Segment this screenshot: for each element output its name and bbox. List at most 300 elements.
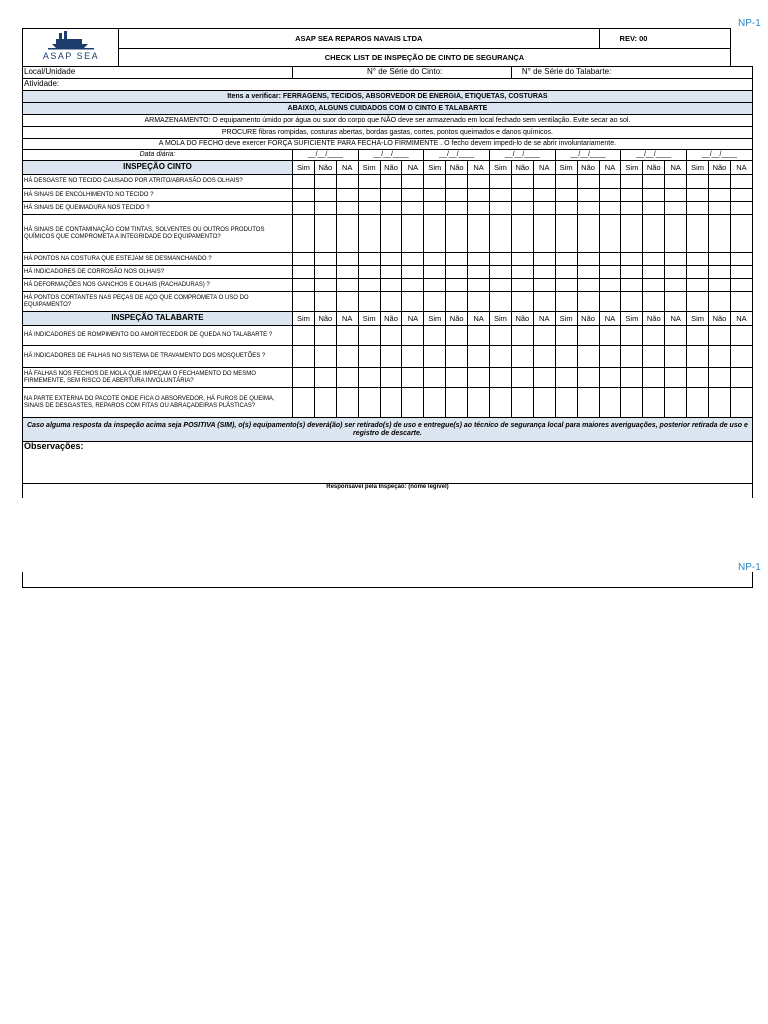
answer-checkbox[interactable] [446,202,468,215]
answer-checkbox[interactable] [336,368,358,388]
answer-checkbox[interactable] [336,189,358,202]
answer-checkbox[interactable] [336,266,358,279]
answer-checkbox[interactable] [599,175,621,189]
answer-checkbox[interactable] [446,279,468,292]
answer-checkbox[interactable] [599,253,621,266]
answer-checkbox[interactable] [665,266,687,279]
answer-checkbox[interactable] [665,326,687,346]
answer-checkbox[interactable] [533,346,555,368]
answer-checkbox[interactable] [336,292,358,312]
answer-checkbox[interactable] [358,266,380,279]
answer-checkbox[interactable] [293,346,315,368]
answer-checkbox[interactable] [424,202,446,215]
answer-checkbox[interactable] [599,388,621,418]
answer-checkbox[interactable] [380,189,402,202]
answer-checkbox[interactable] [555,326,577,346]
answer-checkbox[interactable] [533,266,555,279]
answer-checkbox[interactable] [577,266,599,279]
answer-header-sim: Sim [424,312,446,326]
answer-header-na: NA [599,161,621,175]
answer-checkbox[interactable] [380,388,402,418]
answer-checkbox[interactable] [446,266,468,279]
answer-checkbox[interactable] [511,175,533,189]
answer-checkbox[interactable] [468,253,490,266]
answer-checkbox[interactable] [577,253,599,266]
answer-checkbox[interactable] [380,279,402,292]
answer-checkbox[interactable] [314,189,336,202]
answer-checkbox[interactable] [293,388,315,418]
answer-checkbox[interactable] [314,346,336,368]
question-talabarte-3: HÁ FALHAS NOS FECHOS DE MOLA QUE IMPEÇAM O FECHAMENTO DO MESMO FIRMEMENTE, SEM RISCO DE ABERTURA INVOLUNTÁRIA? [23,368,293,388]
answer-header-na: NA [665,312,687,326]
answer-checkbox[interactable] [446,175,468,189]
answer-checkbox[interactable] [577,292,599,312]
answer-checkbox[interactable] [490,326,512,346]
answer-checkbox[interactable] [621,388,643,418]
answer-checkbox[interactable] [293,175,315,189]
answer-checkbox[interactable] [709,175,731,189]
answer-checkbox[interactable] [490,292,512,312]
answer-header-sim: Sim [687,312,709,326]
answer-checkbox[interactable] [577,388,599,418]
answer-checkbox[interactable] [643,368,665,388]
answer-checkbox[interactable] [599,189,621,202]
answer-checkbox[interactable] [511,326,533,346]
answer-checkbox[interactable] [687,175,709,189]
answer-checkbox[interactable] [709,266,731,279]
section-talabarte-title: INSPEÇÃO TALABARTE [23,312,293,326]
date-slot[interactable]: __/__/____ [293,150,359,161]
answer-checkbox[interactable] [665,346,687,368]
answer-checkbox[interactable] [730,368,752,388]
answer-checkbox[interactable] [446,189,468,202]
answer-checkbox[interactable] [293,189,315,202]
answer-checkbox[interactable] [643,202,665,215]
answer-checkbox[interactable] [511,346,533,368]
answer-checkbox[interactable] [599,279,621,292]
answer-checkbox[interactable] [293,368,315,388]
answer-header-nao: Não [709,312,731,326]
answer-checkbox[interactable] [643,292,665,312]
answer-checkbox[interactable] [468,326,490,346]
answer-checkbox[interactable] [511,189,533,202]
answer-checkbox[interactable] [314,202,336,215]
answer-checkbox[interactable] [665,253,687,266]
answer-checkbox[interactable] [402,292,424,312]
answer-checkbox[interactable] [490,368,512,388]
answer-checkbox[interactable] [314,253,336,266]
answer-checkbox[interactable] [511,279,533,292]
answer-checkbox[interactable] [730,266,752,279]
answer-header-nao: Não [643,312,665,326]
answer-checkbox[interactable] [643,175,665,189]
answer-checkbox[interactable] [643,189,665,202]
answer-checkbox[interactable] [599,266,621,279]
answer-checkbox[interactable] [380,215,402,253]
answer-checkbox[interactable] [665,202,687,215]
answer-checkbox[interactable] [358,175,380,189]
answer-header-na: NA [468,312,490,326]
answer-checkbox[interactable] [468,189,490,202]
answer-checkbox[interactable] [358,368,380,388]
question-talabarte-2: HÁ INDICADORES DE FALHAS NO SISTEMA DE TRAVAMENTO DOS MOSQUETÕES ? [23,346,293,368]
answer-checkbox[interactable] [687,266,709,279]
answer-checkbox[interactable] [293,326,315,346]
answer-checkbox[interactable] [687,368,709,388]
answer-checkbox[interactable] [643,388,665,418]
answer-checkbox[interactable] [314,266,336,279]
answer-checkbox[interactable] [730,388,752,418]
answer-checkbox[interactable] [490,202,512,215]
answer-checkbox[interactable] [643,253,665,266]
answer-checkbox[interactable] [599,292,621,312]
answer-checkbox[interactable] [468,175,490,189]
answer-checkbox[interactable] [621,202,643,215]
answer-checkbox[interactable] [358,253,380,266]
answer-checkbox[interactable] [468,215,490,253]
answer-checkbox[interactable] [730,253,752,266]
date-slot[interactable]: __/__/____ [424,150,490,161]
answer-checkbox[interactable] [490,388,512,418]
answer-checkbox[interactable] [709,202,731,215]
answer-checkbox[interactable] [314,279,336,292]
answer-checkbox[interactable] [709,388,731,418]
answer-checkbox[interactable] [533,292,555,312]
answer-header-na: NA [402,161,424,175]
answer-checkbox[interactable] [402,175,424,189]
answer-checkbox[interactable] [490,346,512,368]
answer-checkbox[interactable] [730,292,752,312]
answer-checkbox[interactable] [358,326,380,346]
answer-checkbox[interactable] [380,202,402,215]
answer-header-sim: Sim [621,312,643,326]
answer-checkbox[interactable] [555,292,577,312]
answer-checkbox[interactable] [402,189,424,202]
answer-checkbox[interactable] [424,388,446,418]
answer-checkbox[interactable] [293,202,315,215]
answer-checkbox[interactable] [358,215,380,253]
answer-checkbox[interactable] [533,368,555,388]
answer-checkbox[interactable] [468,279,490,292]
answer-checkbox[interactable] [424,253,446,266]
answer-checkbox[interactable] [555,346,577,368]
answer-checkbox[interactable] [709,346,731,368]
answer-checkbox[interactable] [511,202,533,215]
answer-checkbox[interactable] [358,346,380,368]
answer-checkbox[interactable] [709,326,731,346]
answer-checkbox[interactable] [358,388,380,418]
answer-checkbox[interactable] [446,346,468,368]
answer-checkbox[interactable] [446,215,468,253]
answer-checkbox[interactable] [293,253,315,266]
answer-checkbox[interactable] [555,266,577,279]
answer-checkbox[interactable] [665,175,687,189]
answer-checkbox[interactable] [468,292,490,312]
answer-checkbox[interactable] [730,202,752,215]
answer-checkbox[interactable] [687,279,709,292]
answer-checkbox[interactable] [380,253,402,266]
answer-checkbox[interactable] [621,346,643,368]
answer-checkbox[interactable] [687,346,709,368]
date-slot[interactable]: __/__/____ [555,150,621,161]
logo-text: ASAP SEA [42,51,99,62]
observacoes-field[interactable] [23,442,753,484]
checklist-form [22,28,753,498]
answer-checkbox[interactable] [293,279,315,292]
answer-checkbox[interactable] [402,215,424,253]
section-cinto-title: INSPEÇÃO CINTO [23,161,293,175]
answer-checkbox[interactable] [511,215,533,253]
question-cinto-8: HÁ PONTOS CORTANTES NAS PEÇAS DE AÇO QUE COMPROMETA O USO DO EQUIPAMENTO? [23,292,293,312]
answer-checkbox[interactable] [380,368,402,388]
answer-checkbox[interactable] [424,292,446,312]
answer-checkbox[interactable] [730,215,752,253]
answer-header-na: NA [730,312,752,326]
answer-checkbox[interactable] [424,175,446,189]
answer-checkbox[interactable] [336,215,358,253]
answer-checkbox[interactable] [490,266,512,279]
answer-header-sim: Sim [490,161,512,175]
answer-checkbox[interactable] [621,292,643,312]
answer-header-nao: Não [314,161,336,175]
answer-checkbox[interactable] [533,388,555,418]
answer-checkbox[interactable] [336,175,358,189]
answer-checkbox[interactable] [555,279,577,292]
answer-checkbox[interactable] [424,189,446,202]
answer-checkbox[interactable] [490,189,512,202]
answer-checkbox[interactable] [314,326,336,346]
answer-checkbox[interactable] [490,253,512,266]
answer-checkbox[interactable] [555,215,577,253]
answer-checkbox[interactable] [402,346,424,368]
answer-checkbox[interactable] [621,215,643,253]
answer-checkbox[interactable] [336,346,358,368]
answer-checkbox[interactable] [621,253,643,266]
answer-checkbox[interactable] [730,326,752,346]
answer-checkbox[interactable] [402,279,424,292]
answer-checkbox[interactable] [709,215,731,253]
answer-checkbox[interactable] [380,175,402,189]
answer-checkbox[interactable] [490,215,512,253]
answer-checkbox[interactable] [424,368,446,388]
observacoes-label: Observações: [24,441,84,451]
answer-checkbox[interactable] [577,202,599,215]
answer-checkbox[interactable] [599,215,621,253]
answer-checkbox[interactable] [446,326,468,346]
answer-checkbox[interactable] [643,215,665,253]
answer-header-nao: Não [380,161,402,175]
answer-checkbox[interactable] [599,326,621,346]
answer-checkbox[interactable] [314,292,336,312]
answer-checkbox[interactable] [380,266,402,279]
answer-checkbox[interactable] [468,202,490,215]
serie-cinto-field[interactable]: N° de Série do Cinto: [293,67,512,79]
answer-checkbox[interactable] [511,253,533,266]
answer-checkbox[interactable] [511,368,533,388]
answer-checkbox[interactable] [490,175,512,189]
answer-checkbox[interactable] [555,253,577,266]
serie-talabarte-field[interactable]: N° de Série do Talabarte: [511,67,752,79]
answer-checkbox[interactable] [577,368,599,388]
answer-checkbox[interactable] [621,175,643,189]
answer-checkbox[interactable] [643,266,665,279]
answer-checkbox[interactable] [621,279,643,292]
answer-checkbox[interactable] [643,346,665,368]
answer-checkbox[interactable] [555,189,577,202]
answer-checkbox[interactable] [446,388,468,418]
answer-checkbox[interactable] [380,346,402,368]
answer-checkbox[interactable] [358,292,380,312]
answer-checkbox[interactable] [687,253,709,266]
answer-checkbox[interactable] [336,202,358,215]
answer-checkbox[interactable] [621,189,643,202]
answer-checkbox[interactable] [533,175,555,189]
answer-checkbox[interactable] [446,253,468,266]
local-unidade-field[interactable]: Local/Unidade [23,67,293,79]
answer-checkbox[interactable] [577,346,599,368]
answer-checkbox[interactable] [511,266,533,279]
answer-checkbox[interactable] [358,189,380,202]
answer-checkbox[interactable] [709,253,731,266]
answer-checkbox[interactable] [643,326,665,346]
answer-checkbox[interactable] [577,215,599,253]
answer-checkbox[interactable] [336,326,358,346]
answer-checkbox[interactable] [687,189,709,202]
warning-note: Caso alguma resposta da inspeção acima seja POSITIVA (SIM), o(s) equipamento(s) deverá(ão) ser retirado(s) de uso e entregue(s) ao técnico de segurança local para maiores averiguações, posterior retirada de uso e registro de descarte. [23,418,753,442]
answer-checkbox[interactable] [665,368,687,388]
answer-checkbox[interactable] [599,346,621,368]
answer-checkbox[interactable] [665,279,687,292]
answer-checkbox[interactable] [621,326,643,346]
answer-checkbox[interactable] [402,202,424,215]
answer-checkbox[interactable] [358,279,380,292]
answer-checkbox[interactable] [424,266,446,279]
answer-checkbox[interactable] [730,175,752,189]
answer-checkbox[interactable] [643,279,665,292]
answer-checkbox[interactable] [424,279,446,292]
answer-checkbox[interactable] [621,266,643,279]
answer-checkbox[interactable] [336,279,358,292]
question-talabarte-4: NA PARTE EXTERNA DO PACOTE ONDE FICA O ABSORVEDOR, HÁ FUROS DE QUEIMA, SINAIS DE DESGASTES, REPAROS COM FITAS OU ABRAÇADEIRAS PLÁSTICAS? [23,388,293,418]
atividade-field[interactable]: Atividade: [23,79,753,91]
answer-checkbox[interactable] [533,215,555,253]
spring-instruction: A MOLA DO FECHO deve exercer FORÇA SUFICIENTE PARA FECHÁ-LO FIRMIMENTE . O fecho devem impedi-lo de se abrir involuntariamente. [23,139,753,150]
answer-checkbox[interactable] [533,326,555,346]
answer-checkbox[interactable] [555,202,577,215]
answer-checkbox[interactable] [490,279,512,292]
answer-checkbox[interactable] [402,368,424,388]
answer-header-nao: Não [577,161,599,175]
answer-checkbox[interactable] [730,279,752,292]
answer-checkbox[interactable] [424,326,446,346]
answer-checkbox[interactable] [599,368,621,388]
answer-checkbox[interactable] [446,368,468,388]
answer-checkbox[interactable] [533,189,555,202]
answer-checkbox[interactable] [709,279,731,292]
answer-checkbox[interactable] [468,266,490,279]
answer-header-sim: Sim [358,161,380,175]
question-cinto-4: HÁ SINAIS DE CONTAMINAÇÃO COM TINTAS, SOLVENTES OU OUTROS PRODUTOS QUÍMICOS QUE COMPROMETA A INTEGRIDADE DO EQUIPAMENTO? [23,215,293,253]
answer-checkbox[interactable] [402,266,424,279]
answer-checkbox[interactable] [314,175,336,189]
answer-checkbox[interactable] [293,266,315,279]
date-slot[interactable]: __/__/____ [621,150,687,161]
answer-checkbox[interactable] [599,202,621,215]
answer-checkbox[interactable] [577,175,599,189]
answer-checkbox[interactable] [314,215,336,253]
answer-checkbox[interactable] [468,388,490,418]
answer-checkbox[interactable] [358,202,380,215]
date-slot[interactable]: __/__/____ [687,150,753,161]
page-marker-top: NP-1 [738,18,761,29]
date-slot[interactable]: __/__/____ [490,150,556,161]
revision: REV: 00 [599,29,730,49]
answer-checkbox[interactable] [709,368,731,388]
answer-checkbox[interactable] [446,292,468,312]
answer-checkbox[interactable] [555,388,577,418]
answer-checkbox[interactable] [314,388,336,418]
answer-checkbox[interactable] [380,326,402,346]
answer-checkbox[interactable] [293,292,315,312]
answer-checkbox[interactable] [730,189,752,202]
date-slot[interactable]: __/__/____ [358,150,424,161]
responsavel-field[interactable]: Responsável pela Inspeção: (nome legível) [23,484,753,498]
answer-checkbox[interactable] [533,202,555,215]
answer-checkbox[interactable] [511,292,533,312]
answer-checkbox[interactable] [468,368,490,388]
answer-header-nao: Não [577,312,599,326]
answer-checkbox[interactable] [577,279,599,292]
answer-checkbox[interactable] [533,253,555,266]
answer-header-na: NA [468,161,490,175]
answer-checkbox[interactable] [555,368,577,388]
answer-checkbox[interactable] [336,253,358,266]
answer-checkbox[interactable] [687,326,709,346]
answer-checkbox[interactable] [730,346,752,368]
answer-checkbox[interactable] [380,292,402,312]
answer-checkbox[interactable] [577,189,599,202]
answer-checkbox[interactable] [293,215,315,253]
answer-checkbox[interactable] [336,388,358,418]
answer-checkbox[interactable] [424,215,446,253]
answer-checkbox[interactable] [468,346,490,368]
answer-checkbox[interactable] [709,292,731,312]
answer-checkbox[interactable] [665,292,687,312]
answer-checkbox[interactable] [511,388,533,418]
answer-checkbox[interactable] [577,326,599,346]
answer-checkbox[interactable] [665,215,687,253]
answer-checkbox[interactable] [709,189,731,202]
answer-checkbox[interactable] [314,368,336,388]
answer-header-sim: Sim [424,161,446,175]
answer-checkbox[interactable] [402,326,424,346]
answer-checkbox[interactable] [665,189,687,202]
answer-checkbox[interactable] [687,215,709,253]
answer-header-na: NA [533,312,555,326]
answer-checkbox[interactable] [665,388,687,418]
answer-checkbox[interactable] [687,292,709,312]
answer-checkbox[interactable] [555,175,577,189]
answer-checkbox[interactable] [402,388,424,418]
question-cinto-3: HÁ SINAIS DE QUEIMADURA NOS TECIDO ? [23,202,293,215]
answer-checkbox[interactable] [424,346,446,368]
answer-checkbox[interactable] [687,388,709,418]
answer-checkbox[interactable] [687,202,709,215]
answer-checkbox[interactable] [621,368,643,388]
answer-checkbox[interactable] [533,279,555,292]
answer-checkbox[interactable] [402,253,424,266]
answer-header-nao: Não [446,312,468,326]
